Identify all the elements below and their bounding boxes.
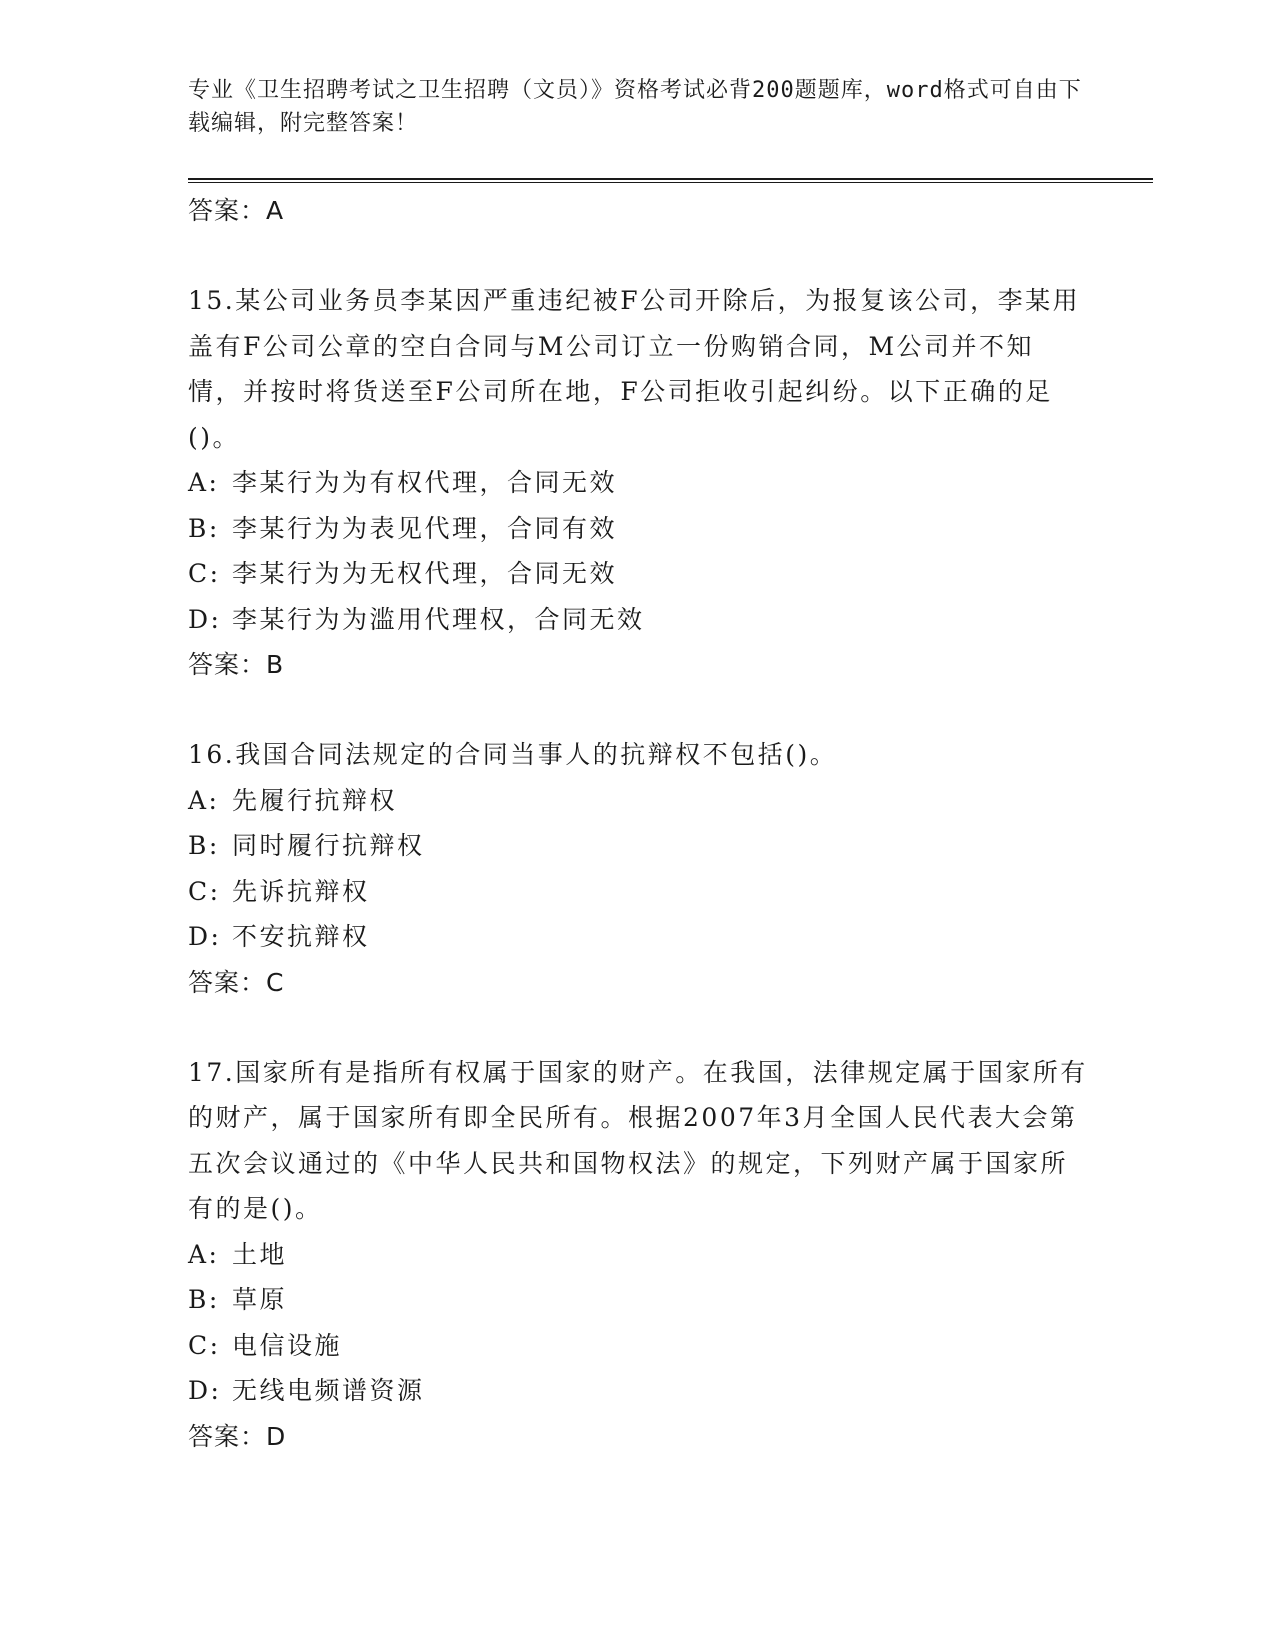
option-text: 同时履行抗辩权	[232, 831, 425, 860]
option-letter: C:	[188, 559, 221, 588]
option-b	[188, 506, 1088, 552]
option-text: 李某行为为滥用代理权，合同无效	[232, 604, 645, 634]
option-text: 先履行抗辩权	[232, 785, 398, 815]
document-page	[188, 0, 1153, 1650]
option-letter: A:	[188, 785, 220, 815]
question-text: 15.某公司业务员李某因严重违纪被F公司开除后，为报复该公司，李某用盖有F公司公章的空白合同与M公司订立一份购销合同，M公司并不知情，并按时将货送至F公司所在地，F公司拒收引起纠纷。以下正确的足()。	[188, 286, 1081, 452]
question-block	[188, 278, 1088, 687]
option-text: 无线电频谱资源	[232, 1376, 425, 1405]
option-text: 李某行为为无权代理，合同无效	[232, 559, 618, 588]
option-text: 李某行为为表见代理，合同有效	[232, 513, 618, 543]
answer-line: 答案：D	[188, 1421, 287, 1451]
option-text: 不安抗辩权	[232, 922, 370, 951]
option-a	[188, 778, 1088, 824]
option-text: 李某行为为有权代理，合同无效	[232, 468, 618, 497]
option-a	[188, 1232, 1088, 1278]
option-text: 土地	[232, 1239, 288, 1269]
question-text: 16.我国合同法规定的合同当事人的抗辩权不包括()。	[188, 740, 838, 769]
option-b	[188, 1277, 1088, 1323]
option-letter: D:	[188, 604, 222, 634]
option-letter: A:	[188, 468, 220, 497]
option-d	[188, 597, 1088, 643]
question-block	[188, 1050, 1088, 1459]
option-c	[188, 551, 1088, 597]
option-letter: B:	[188, 1285, 220, 1314]
option-letter: C:	[188, 876, 221, 906]
option-letter: B:	[188, 513, 220, 543]
option-b	[188, 823, 1088, 869]
page-header-title: 专业《卫生招聘考试之卫生招聘（文员）》资格考试必背200题题库，word格式可自由下载编辑，附完整答案！	[188, 78, 1082, 136]
question-text: 17.国家所有是指所有权属于国家的财产。在我国，法律规定属于国家所有的财产，属于国家所有即全民所有。根据2007年3月全国人民代表大会第五次会议通过的《中华人民共和国物权法》的规定，下列财产属于国家所有的是()。	[188, 1057, 1088, 1223]
header-divider	[188, 178, 1153, 183]
document-content	[188, 188, 1088, 1459]
option-text: 草原	[232, 1285, 288, 1314]
option-c	[188, 869, 1088, 915]
option-d	[188, 914, 1088, 960]
option-a	[188, 460, 1088, 506]
option-d	[188, 1368, 1088, 1414]
option-text: 电信设施	[232, 1330, 343, 1360]
option-text: 先诉抗辩权	[232, 876, 370, 906]
answer-line: 答案：C	[188, 967, 285, 997]
option-letter: A:	[188, 1239, 220, 1269]
option-letter: D:	[188, 1376, 222, 1405]
answer-line: 答案：B	[188, 650, 285, 679]
option-letter: B:	[188, 831, 220, 860]
option-letter: C:	[188, 1330, 221, 1360]
answer-line: 答案：A	[188, 196, 285, 225]
question-block	[188, 732, 1088, 1005]
option-letter: D:	[188, 922, 222, 951]
option-c	[188, 1323, 1088, 1369]
